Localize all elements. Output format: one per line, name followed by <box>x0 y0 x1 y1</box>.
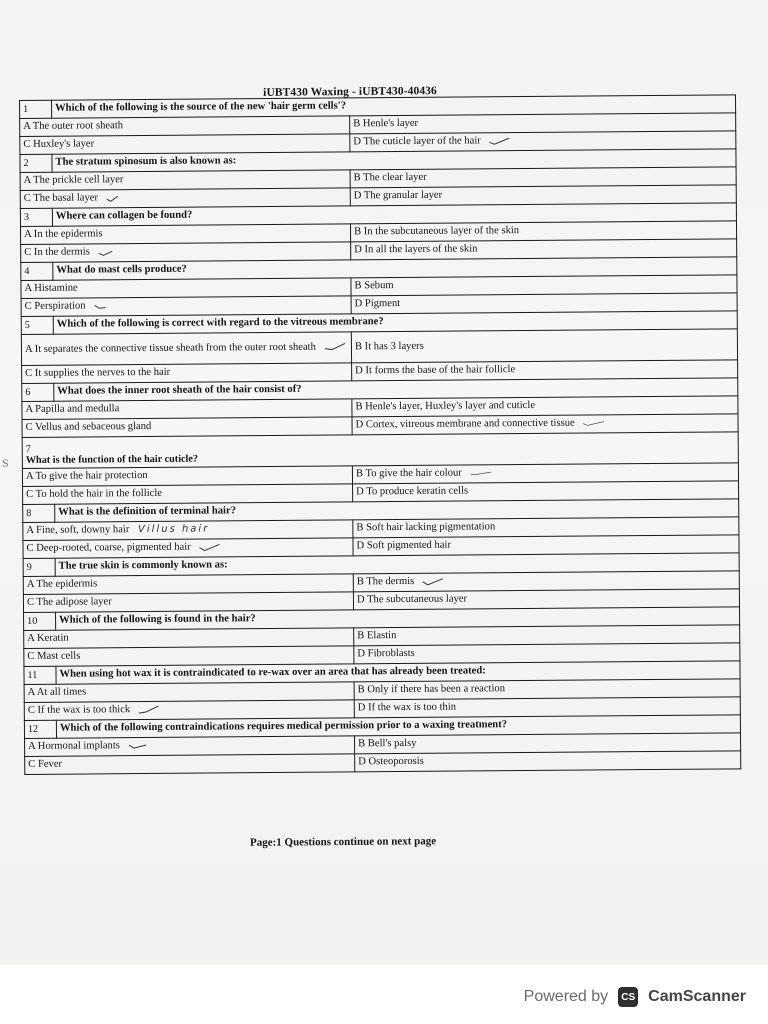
camscanner-logo-icon: CS <box>618 987 638 1007</box>
answer-option-text: B To give the hair colour <box>355 467 462 480</box>
checkmark-icon <box>324 343 346 351</box>
answer-option: B Only if there has been a reaction <box>354 679 740 700</box>
question-text: What do mast cells produce? <box>53 257 737 280</box>
answer-option-text: D Cortex, vitreous membrane and connective tissue <box>355 418 575 431</box>
answer-option: C To hold the hair in the follicle <box>23 484 353 505</box>
answer-option: A The outer root sheath <box>20 116 350 137</box>
question-number: 12 <box>24 720 56 738</box>
checkmark-icon <box>470 469 492 477</box>
answer-option: D Osteoporosis <box>355 751 741 772</box>
answer-option: C The adipose layer <box>23 592 353 613</box>
answer-option: D Fibroblasts <box>354 643 740 664</box>
question-number: 11 <box>24 666 56 684</box>
answer-option: D Soft pigmented hair <box>353 535 739 556</box>
question-number: 10 <box>24 612 56 630</box>
checkmark-icon <box>489 137 511 145</box>
answer-option: B Bell's palsy <box>355 733 741 754</box>
margin-mark: S <box>2 456 9 470</box>
question-number: 8 <box>23 504 55 522</box>
answer-option: A In the epidermis <box>20 224 350 245</box>
question-text: What does the inner root sheath of the hair consist of? <box>54 378 738 401</box>
question-text: The true skin is commonly known as: <box>55 553 739 576</box>
question-number: 7 <box>25 443 31 455</box>
question-number: 3 <box>20 208 52 226</box>
document-title: iUBT430 Waxing - iUBT430-40436 <box>263 85 437 99</box>
answer-option-text: B The dermis <box>356 576 415 588</box>
checkmark-icon <box>98 248 120 256</box>
answer-option: B Elastin <box>354 625 740 646</box>
answer-option: A At all times <box>24 682 354 703</box>
question-text: Where can collagen be found? <box>52 203 736 226</box>
question-text: When using hot wax it is contraindicated to re-wax over an area that has already been treated: <box>56 661 740 684</box>
page-footer: Page:1 Questions continue on next page <box>249 835 437 849</box>
answer-option: C Huxley's layer <box>20 134 350 155</box>
answer-option: D In all the layers of the skin <box>351 239 737 260</box>
camscanner-branding <box>524 987 746 1007</box>
question-text: Which of the following is found in the hair? <box>56 607 740 630</box>
checkmark-icon <box>128 742 150 750</box>
answer-option: A Keratin <box>24 628 354 649</box>
answer-option-text: C In the dermis <box>24 246 90 259</box>
question-number: 2 <box>20 154 52 172</box>
answer-option: D To produce keratin cells <box>353 481 739 502</box>
answer-option-text: C If the wax is too thick <box>27 704 131 717</box>
checkmark-icon <box>583 419 605 427</box>
answer-option-text: C Deep-rooted, coarse, pigmented hair <box>26 542 191 555</box>
question-number: 9 <box>23 558 55 576</box>
question-text: What is the function of the hair cuticle? <box>25 453 199 467</box>
answer-option: C Vellus and sebaceous gland <box>22 417 352 438</box>
question-number: 6 <box>22 383 54 401</box>
answer-option-text: C The basal layer <box>23 192 99 205</box>
answer-option: D If the wax is too thin <box>354 697 740 718</box>
question-text: Which of the following contraindications requires medical permission prior to a waxing treatment? <box>56 715 740 738</box>
powered-by-label: Powered by <box>523 988 609 1005</box>
answer-option: B Henle's layer <box>350 113 736 134</box>
answer-option-text: A Fine, soft, downy hair <box>26 524 130 537</box>
checkmark-icon <box>199 543 221 551</box>
answer-option-ticked <box>21 332 351 366</box>
answer-option: B In the subcutaneous layer of the skin <box>350 221 736 242</box>
question-number: 4 <box>21 262 53 280</box>
answer-option: D It forms the base of the hair follicle <box>352 360 738 381</box>
checkmark-icon <box>94 302 116 310</box>
answer-option: B Sebum <box>351 275 737 296</box>
answer-option: C It supplies the nerves to the hair <box>22 363 352 384</box>
answer-option: A Histamine <box>21 278 351 299</box>
answer-option: D Pigment <box>351 293 737 314</box>
handwritten-note: Villus hair <box>137 523 210 536</box>
checkmark-icon <box>422 578 444 586</box>
question-number: 1 <box>20 100 52 118</box>
answer-option: D The subcutaneous layer <box>353 589 739 610</box>
answer-option: B The clear layer <box>350 167 736 188</box>
answer-option-text: C Perspiration <box>24 300 86 313</box>
answer-option-text: A It separates the connective tissue sheath from the outer root sheath <box>24 341 316 355</box>
answer-option: B It has 3 layers <box>351 329 737 363</box>
answer-option: C Mast cells <box>24 646 354 667</box>
answer-option: B Henle's layer, Huxley's layer and cuticle <box>352 396 738 417</box>
answer-option: D The granular layer <box>350 185 736 206</box>
answer-option-text: A Hormonal implants <box>28 740 120 753</box>
answer-option: C Fever <box>25 754 355 775</box>
answer-option: A To give the hair protection <box>22 466 352 487</box>
answer-option: B Soft hair lacking pigmentation <box>353 517 739 538</box>
checkmark-icon <box>138 706 160 714</box>
question-text: What is the definition of terminal hair? <box>55 499 739 522</box>
question-text: The stratum spinosum is also known as: <box>52 149 736 172</box>
checkmark-icon <box>106 194 128 202</box>
question-table <box>19 94 741 775</box>
answer-option: A The prickle cell layer <box>20 170 350 191</box>
question-table-wrapper <box>19 94 740 775</box>
answer-option-text: D The cuticle layer of the hair <box>353 135 481 148</box>
question-text: Which of the following is the source of the new 'hair germ cells'? <box>52 95 736 118</box>
question-number: 5 <box>21 316 53 334</box>
question-text: Which of the following is correct with regard to the vitreous membrane? <box>53 311 737 334</box>
camscanner-name: CamScanner <box>648 988 746 1005</box>
answer-option: A The epidermis <box>23 574 353 595</box>
answer-option: A Papilla and medulla <box>22 399 352 420</box>
